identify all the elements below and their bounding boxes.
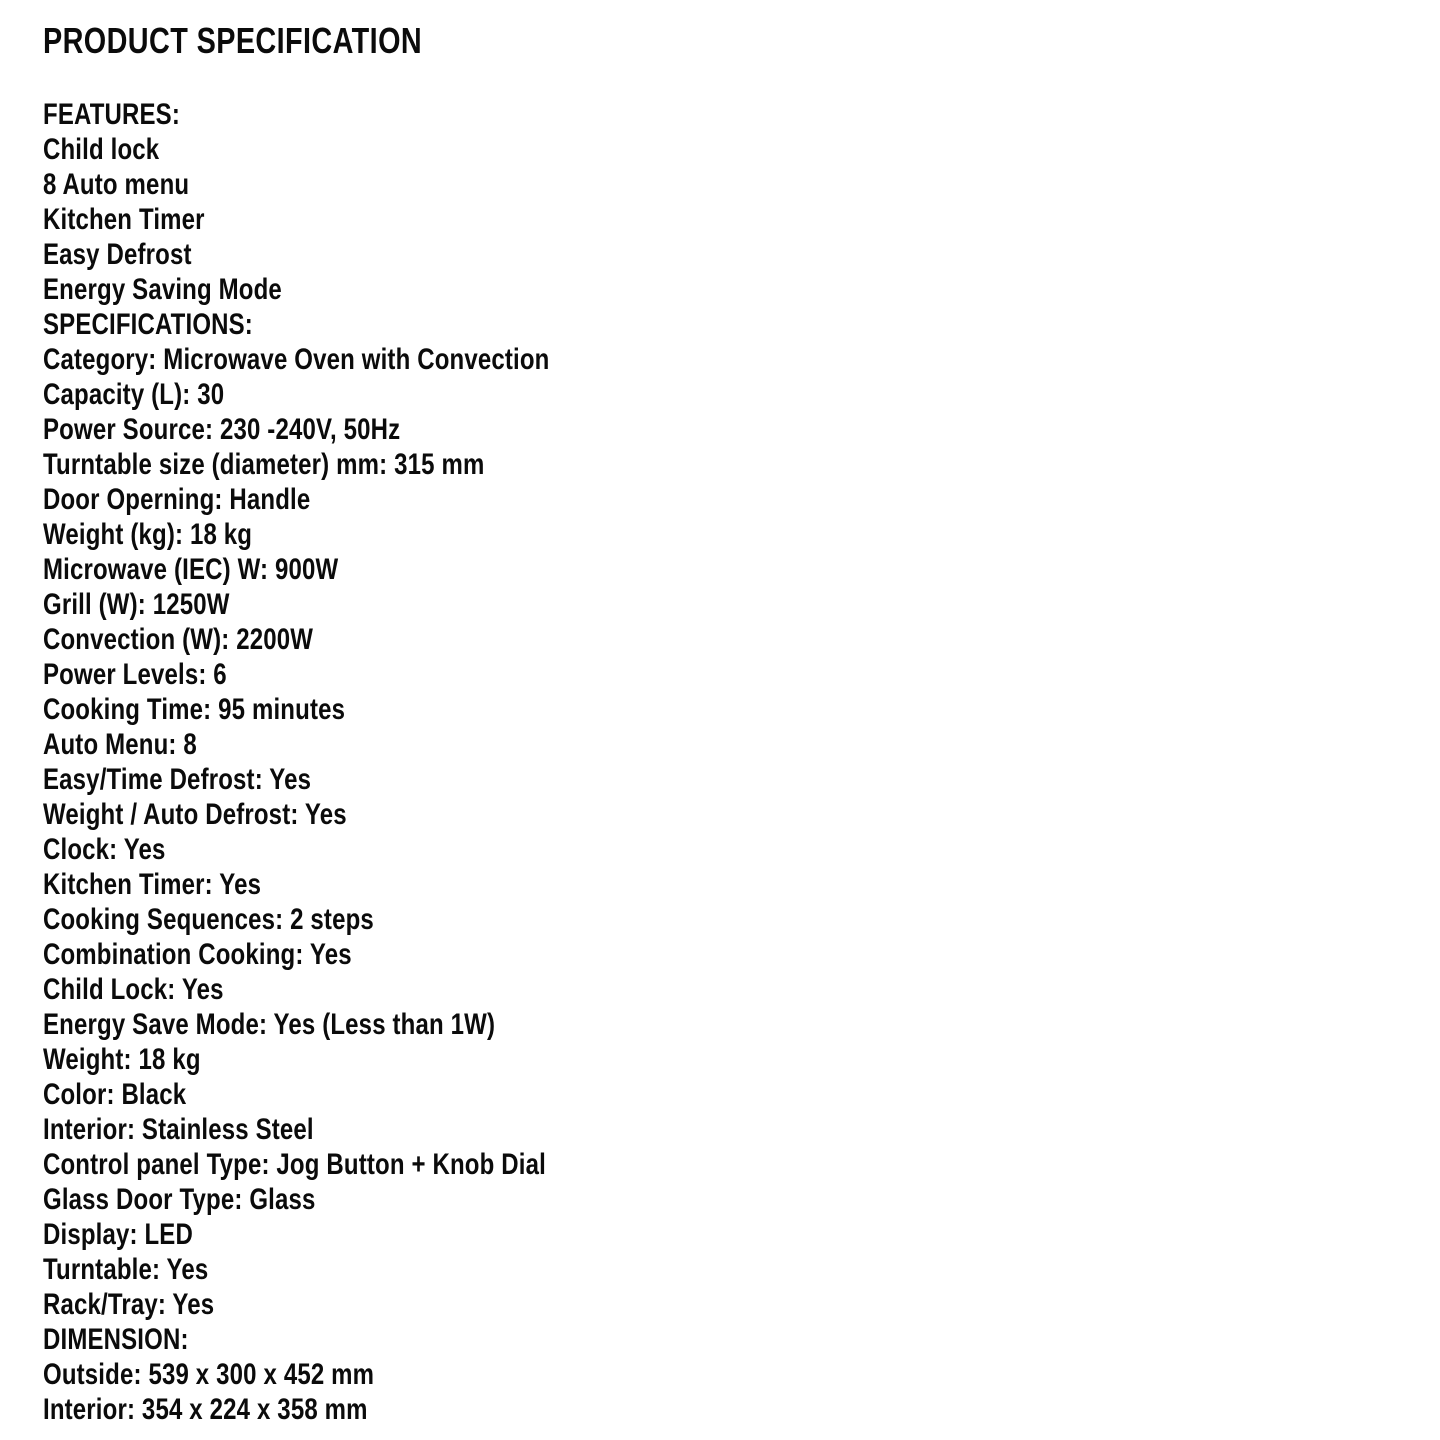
- spec-line: Cooking Sequences: 2 steps: [43, 903, 374, 936]
- spec-line: Child Lock: Yes: [43, 973, 224, 1006]
- spec-line: Power Levels: 6: [43, 658, 227, 691]
- spec-line: FEATURES:: [43, 98, 180, 131]
- page-title-container: [43, 21, 517, 61]
- spec-line: Easy/Time Defrost: Yes: [43, 763, 312, 796]
- spec-line: Convection (W): 2200W: [43, 623, 314, 656]
- spec-lines: [43, 97, 550, 1427]
- spec-line: Rack/Tray: Yes: [43, 1288, 215, 1321]
- spec-line: Combination Cooking: Yes: [43, 938, 352, 971]
- spec-line: Child lock: [43, 133, 160, 166]
- spec-line: Control panel Type: Jog Button + Knob Dial: [43, 1148, 546, 1181]
- spec-line: Energy Save Mode: Yes (Less than 1W): [43, 1008, 496, 1041]
- spec-line: Auto Menu: 8: [43, 728, 197, 761]
- spec-line: Grill (W): 1250W: [43, 588, 230, 621]
- spec-line: Weight: 18 kg: [43, 1043, 201, 1076]
- spec-line: Door Operning: Handle: [43, 483, 311, 516]
- spec-line: Power Source: 230 -240V, 50Hz: [43, 413, 401, 446]
- spec-line: Kitchen Timer: [43, 203, 205, 236]
- spec-line: Microwave (IEC) W: 900W: [43, 553, 339, 586]
- spec-line: Capacity (L): 30: [43, 378, 225, 411]
- spec-line: Interior: Stainless Steel: [43, 1113, 314, 1146]
- spec-line: Category: Microwave Oven with Convection: [43, 343, 550, 376]
- spec-line: 8 Auto menu: [43, 168, 190, 201]
- spec-line: Cooking Time: 95 minutes: [43, 693, 346, 726]
- spec-line: Energy Saving Mode: [43, 273, 282, 306]
- spec-line: Weight / Auto Defrost: Yes: [43, 798, 347, 831]
- spec-line: Clock: Yes: [43, 833, 166, 866]
- spec-line: Weight (kg): 18 kg: [43, 518, 253, 551]
- spec-line: Turntable size (diameter) mm: 315 mm: [43, 448, 485, 481]
- spec-line: Interior: 354 x 224 x 358 mm: [43, 1393, 368, 1426]
- spec-line: DIMENSION:: [43, 1323, 189, 1356]
- spec-line: Easy Defrost: [43, 238, 192, 271]
- page-title: PRODUCT SPECIFICATION: [43, 20, 423, 61]
- spec-line: Kitchen Timer: Yes: [43, 868, 262, 901]
- spec-line: Color: Black: [43, 1078, 187, 1111]
- spec-line: Turntable: Yes: [43, 1253, 209, 1286]
- spec-line: Glass Door Type: Glass: [43, 1183, 316, 1216]
- spec-line: Outside: 539 x 300 x 452 mm: [43, 1358, 375, 1391]
- spec-line: Display: LED: [43, 1218, 193, 1251]
- spec-line: SPECIFICATIONS:: [43, 308, 253, 341]
